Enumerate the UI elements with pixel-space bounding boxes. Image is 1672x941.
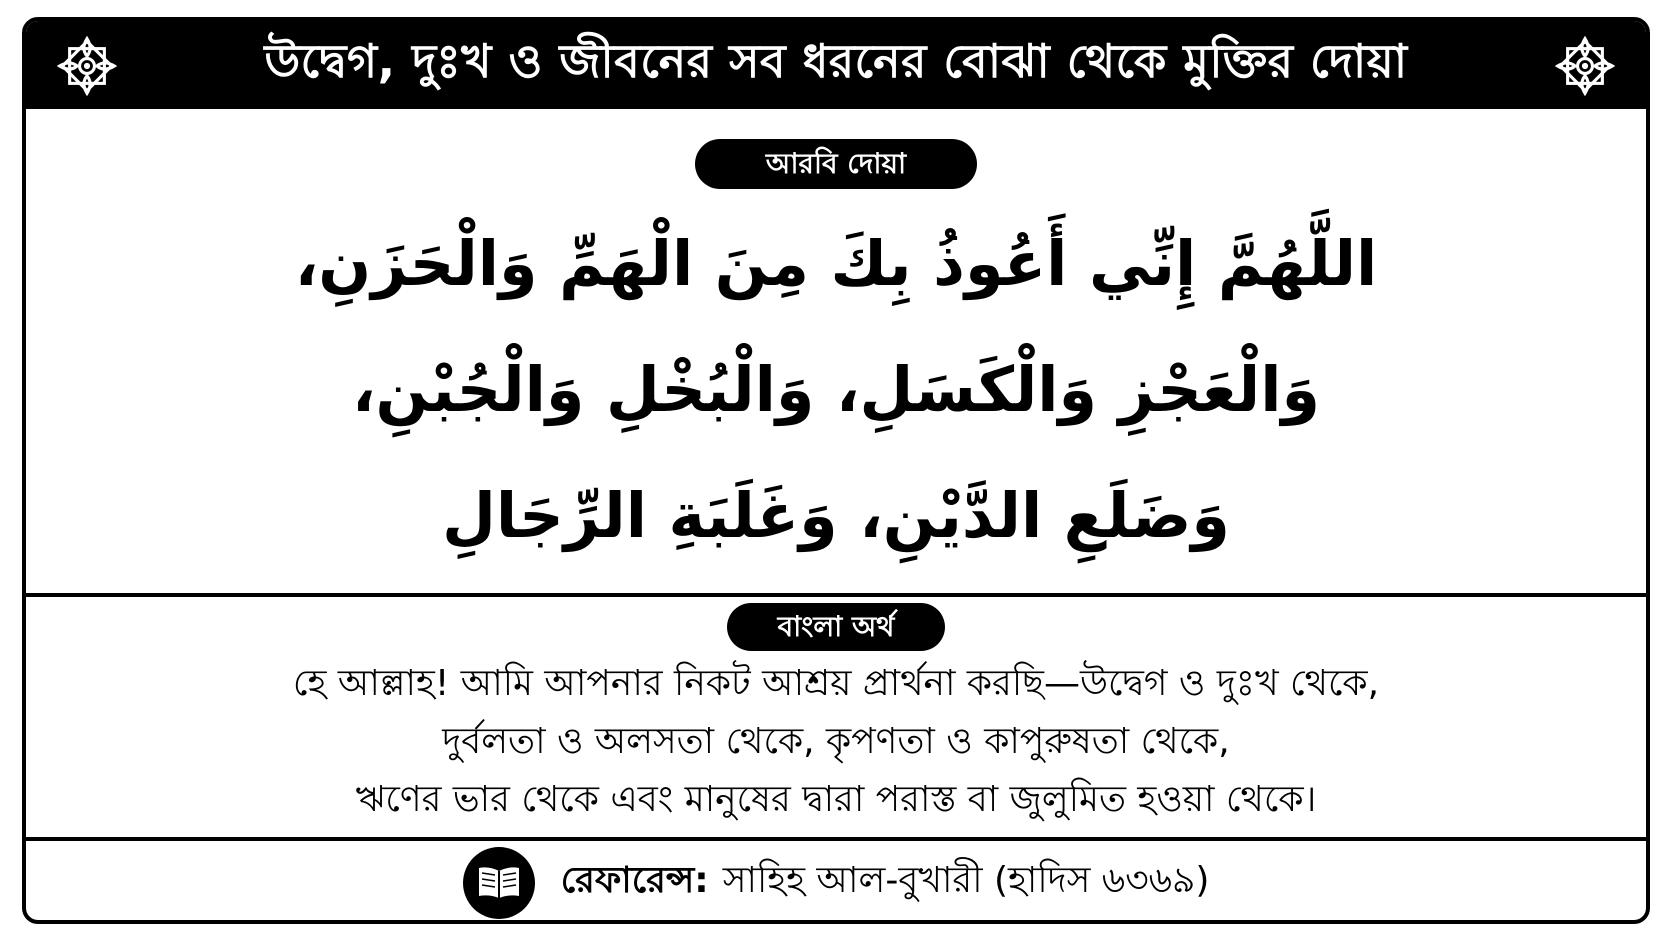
reference-section xyxy=(26,841,1646,924)
bangla-meaning-text xyxy=(26,655,1646,829)
floral-ornament-icon xyxy=(56,35,118,97)
title-bar xyxy=(26,21,1646,109)
bangla-section-label: বাংলা অর্থ xyxy=(727,603,945,651)
dua-card xyxy=(22,17,1650,924)
arabic-section-label: আরবি দোয়া xyxy=(695,139,977,189)
arabic-dua-text xyxy=(26,201,1646,579)
bangla-line: ঋণের ভার থেকে এবং মানুষের দ্বারা পরাস্ত বা জুলুমিত হওয়া থেকে। xyxy=(355,779,1317,820)
book-icon xyxy=(463,847,535,919)
arabic-line: وَالْعَجْزِ وَالْكَسَلِ، وَالْبُخْلِ وَالْجُبْنِ، xyxy=(352,353,1320,426)
bangla-line: হে আল্লাহ! আমি আপনার নিকট আশ্রয় প্রার্থনা করছি—উদ্বেগ ও দুঃখ থেকে, xyxy=(292,663,1380,704)
reference-value: সাহিহ আল-বুখারী (হাদিস ৬৩৬৯) xyxy=(722,859,1210,901)
arabic-section xyxy=(26,109,1646,597)
arabic-line: اللَّهُمَّ إِنِّي أَعُوذُ بِكَ مِنَ الْهَمِّ وَالْحَزَنِ، xyxy=(294,227,1378,300)
arabic-line: وَضَلَعِ الدَّيْنِ، وَغَلَبَةِ الرِّجَالِ xyxy=(442,479,1230,552)
bangla-line: দুর্বলতা ও অলসতা থেকে, কৃপণতা ও কাপুরুষতা থেকে, xyxy=(442,721,1230,762)
floral-ornament-icon xyxy=(1554,35,1616,97)
page-title: উদ্বেগ, দুঃখ ও জীবনের সব ধরনের বোঝা থেকে মুক্তির দোয়া xyxy=(264,34,1408,88)
reference-label: রেফারেন্স: xyxy=(560,859,709,901)
bangla-section xyxy=(26,597,1646,841)
